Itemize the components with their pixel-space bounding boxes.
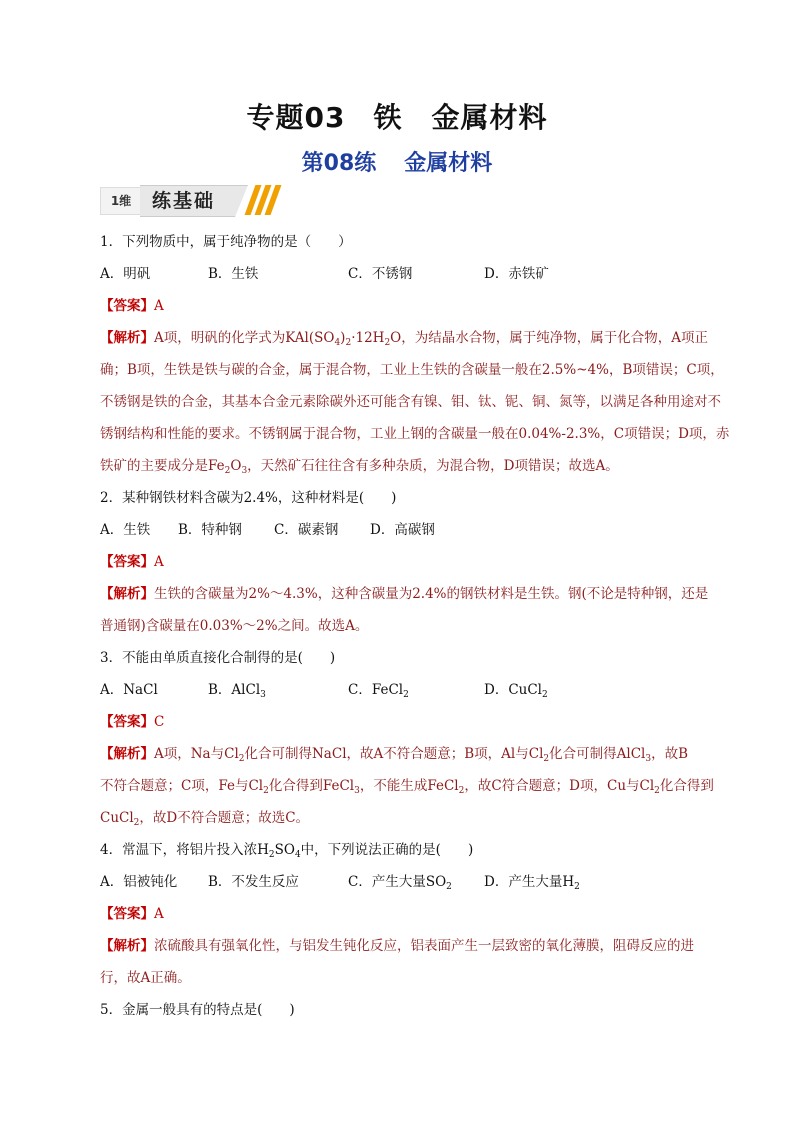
exercise-name: 金属材料 (404, 151, 493, 176)
question-stem: 4．常温下，将铝片投入浓$H_2SO_4$中，下列说法正确的是( ) (100, 842, 474, 860)
analysis-block: 【解析】生铁的含碳量为2%～4.3%，这种含碳量为2.4%的钢铁材料是生铁。钢(不论是特种钢，还是 普通钢)含碳量在0.03%～2%之间。故选A。 (100, 586, 709, 634)
question-stem: 3．不能由单质直接化合制得的是( ) (100, 650, 336, 666)
option-b: B．特种钢 (178, 522, 242, 538)
answer-value: A (154, 298, 164, 314)
exercise-number: 第08练 (301, 151, 377, 176)
analysis-block: 【解析】A项，明矾的化学式为$KAl(SO_4)_2\cdot 12H_2O$，为结晶水合物，属于纯净物，属于化合物，A项正 确；B项，生铁是铁与碳的合金，属于混合物，工业上生铁的含碳量一般在2.5%~4%，B项错误；C项， 不锈钢是铁的合金，其基本合金元素除碳外还可能含有镍、钼、钛、铌、铜、氮等，以满足各种用途对不 锈钢结构和性能的要求。不锈钢属于混合物，工业上钢的含碳量一般在0.04%-2.3%，C项错误；D项，赤 铁矿的主要成分是$Fe_2O_3$，天然矿石往往含有多种杂质，为混合物，D项错误；故选A。 (100, 330, 730, 476)
analysis-label: 【解析】 (100, 746, 154, 762)
option-d: D．高碳钢 (370, 522, 435, 538)
section-banner (100, 183, 280, 217)
question-stem: 2．某种钢铁材料含碳为2.4%，这种材料是( ) (100, 490, 397, 506)
question-options (100, 674, 725, 706)
answer-line (100, 290, 725, 322)
option-b: B．不发生反应 (208, 874, 299, 890)
analysis-label: 【解析】 (100, 330, 154, 346)
page-title (0, 96, 794, 136)
question-options (100, 514, 725, 546)
answer-label: 【答案】 (100, 714, 154, 730)
answer-label: 【答案】 (100, 554, 154, 570)
option-a: A．NaCl (100, 682, 158, 698)
option-d: D．赤铁矿 (484, 266, 549, 282)
answer-value: A (154, 906, 164, 922)
option-b: B．生铁 (208, 266, 259, 282)
question-options (100, 866, 725, 898)
answer-label: 【答案】 (100, 298, 154, 314)
option-c: C．不锈钢 (348, 266, 413, 282)
analysis-label: 【解析】 (100, 938, 154, 954)
analysis-block: 【解析】A项，Na与$Cl_2$化合可制得NaCl，故A不符合题意；B项，Al与$Cl_2$化合可制得AlCl$_3$，故B 不符合题意；C项，Fe与$Cl_2$化合得到FeCl$_3$，不能生成FeCl$_2$，故C符合题意；D项，Cu与$Cl_2$化合得到 CuCl$_2$，故D不符合题意；故选C。 (100, 746, 714, 828)
question-list (100, 226, 730, 1026)
analysis-label: 【解析】 (100, 586, 154, 602)
option-d: D．CuCl$_2$ (484, 682, 548, 700)
topic-number: 专题03 (246, 101, 346, 134)
question-stem: 1．下列物质中，属于纯净物的是（ ） (100, 234, 352, 250)
page-subtitle (0, 146, 794, 177)
option-c: C．碳素钢 (274, 522, 339, 538)
option-c: C．FeCl$_2$ (348, 682, 409, 700)
answer-value: C (154, 714, 165, 730)
question-stem: 5．金属一般具有的特点是( ) (100, 1002, 295, 1018)
option-d: D．产生大量$H_2$ (484, 874, 580, 892)
answer-line (100, 898, 725, 930)
question-options (100, 258, 725, 290)
option-c: C．产生大量$SO_2$ (348, 874, 452, 892)
option-a: A．生铁 (100, 522, 151, 538)
option-b: B．AlCl$_3$ (208, 682, 266, 700)
option-a: A．明矾 (100, 266, 151, 282)
analysis-block: 【解析】浓硫酸具有强氧化性，与铝发生钝化反应，铝表面产生一层致密的氧化薄膜，阻碍反应的进 行，故A正确。 (100, 938, 694, 986)
answer-line (100, 546, 725, 578)
answer-line (100, 706, 725, 738)
topic-name: 铁 金属材料 (373, 101, 548, 134)
option-a: A．铝被钝化 (100, 874, 178, 890)
section-label: 练基础 (152, 190, 216, 212)
answer-value: A (154, 554, 164, 570)
level-badge: 1维 (100, 187, 142, 215)
answer-label: 【答案】 (100, 906, 154, 922)
